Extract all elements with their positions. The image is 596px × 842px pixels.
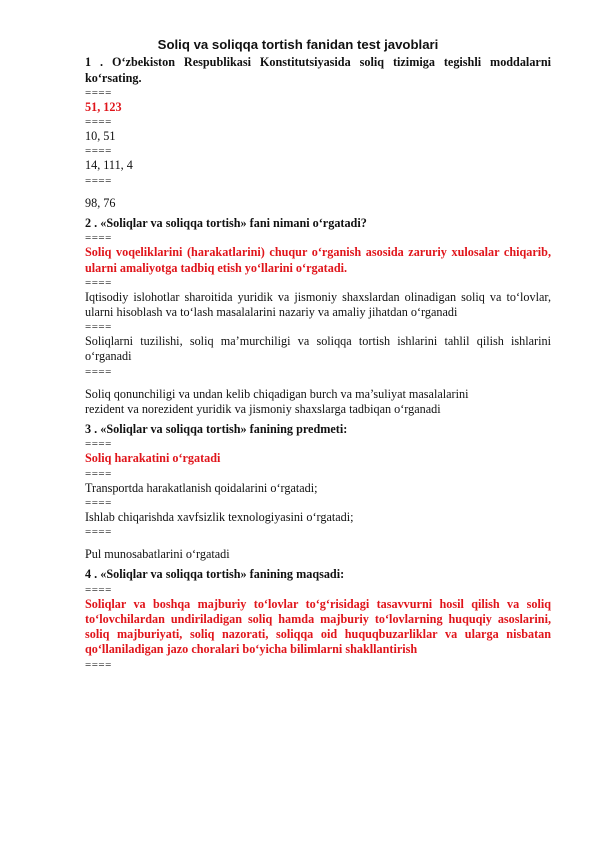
separator: ==== [85, 87, 112, 99]
answer-correct: Soliq voqeliklarini (harakatlarini) chuqur o‘rganish asosida zaruriy xulosalar chiqarib, ularni amaliyotga tadbiq etish yo‘llarini o‘rgatadi. [85, 245, 551, 275]
answer-option: Soliqlarni tuzilishi, soliq ma’murchiligi va soliqqa tortish ishlarini tahlil qilish ishlarini o‘rganadi [85, 334, 551, 364]
question-2: 2 . «Soliqlar va soliqqa tortish» fani nimani o‘rgatadi? [85, 215, 367, 230]
answer-correct: Soliq harakatini o‘rgatadi [85, 451, 221, 466]
answer-option: Pul munosabatlarini o‘rgatadi [85, 547, 230, 562]
separator: ==== [85, 365, 112, 378]
separator: ==== [85, 658, 112, 671]
document-title: Soliq va soliqqa tortish fanidan test javoblari [157, 37, 439, 52]
separator: ==== [85, 232, 112, 245]
separator: ==== [85, 174, 112, 187]
separator: ==== [85, 145, 112, 158]
answer-correct: Soliqlar va boshqa majburiy to‘lovlar to‘g‘risidagi tasavvurni hosil qilish va soliq to‘lovchilardan undiriladigan soliq hamda majburiy to‘lovlarning huquqiy asoslarini, soliq majburiyati, soliq nazorati, soliqqa oid huquqbuzarliklar va ularga nisbatan qo‘llaniladigan jazo choralari bo‘yicha bilimlarni shakllantirish [85, 596, 551, 657]
answer-correct: 51, 123 [85, 100, 122, 114]
separator: ==== [85, 276, 112, 289]
answer-option: rezident va norezident yuridik va jismoniy shaxslarga tadbiqan o‘rganadi [85, 401, 441, 416]
answer-option: Ishlab chiqarishda xavfsizlik texnologiyasini o‘rgatadi; [85, 509, 354, 524]
answer-option: 98, 76 [85, 195, 116, 210]
question-3: 3 . «Soliqlar va soliqqa tortish» fanining predmeti: [85, 421, 348, 436]
separator: ==== [85, 583, 112, 596]
separator: ==== [85, 321, 112, 334]
separator: ==== [85, 438, 112, 451]
separator: ==== [85, 526, 112, 539]
question-1: 1 . O‘zbekiston Respublikasi Konstitutsiyasida soliq tizimiga tegishli moddalarni ko‘rsating. [85, 55, 551, 85]
answer-option: Soliq qonunchiligi va undan kelib chiqadigan burch va ma’suliyat masalalarini [85, 386, 469, 401]
answer-option: Iqtisodiy islohotlar sharoitida yuridik va jismoniy shaxslardan olinadigan soliq va to‘lovlar, ularni hisoblash va to‘lash masalalarini nazariy va amaliy jihatdan o‘rganadi [85, 289, 551, 319]
question-4: 4 . «Soliqlar va soliqqa tortish» fanining maqsadi: [85, 567, 345, 582]
answer-option: 14, 111, 4 [85, 158, 133, 173]
separator: ==== [85, 496, 112, 509]
separator: ==== [85, 467, 112, 480]
answer-option: 10, 51 [85, 129, 116, 144]
separator: ==== [85, 116, 112, 129]
answer-option: Transportda harakatlanish qoidalarini o‘rgatadi; [85, 480, 318, 495]
document-body [85, 55, 551, 672]
